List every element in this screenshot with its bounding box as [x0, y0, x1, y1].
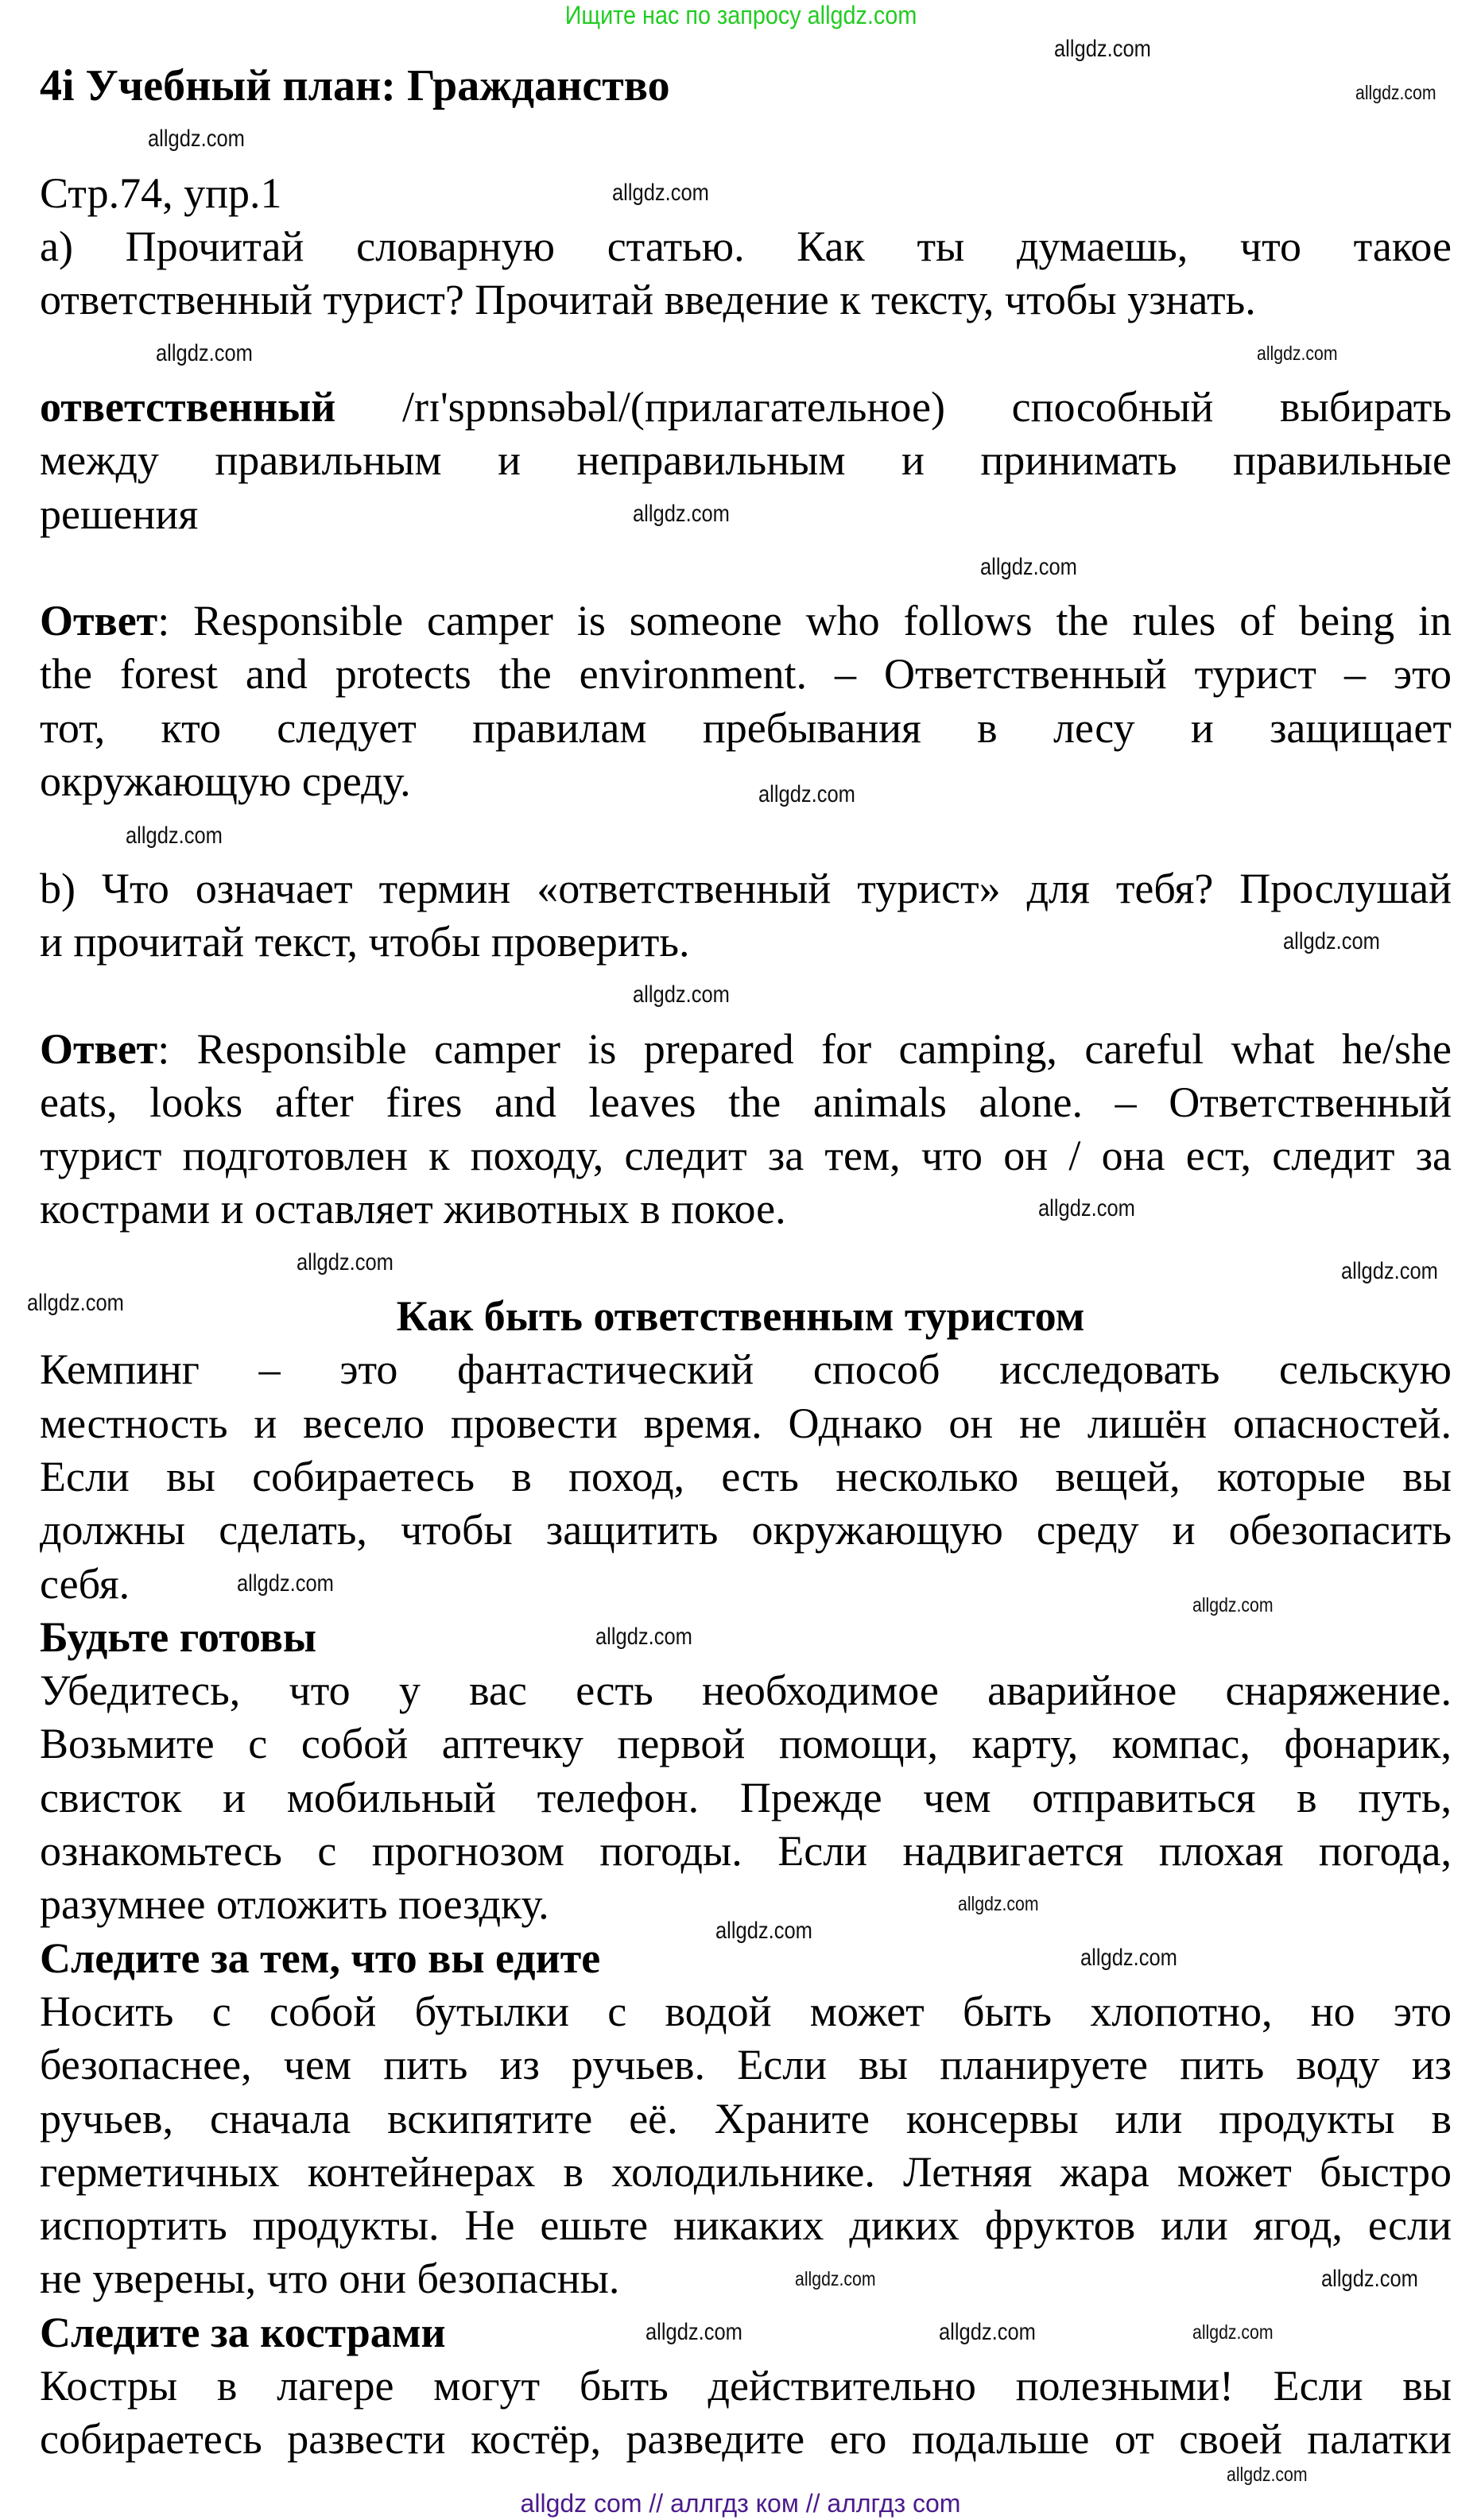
watermark: allgdz.com	[633, 981, 730, 1008]
watermark: allgdz.com	[758, 781, 855, 807]
watermark: allgdz.com	[148, 126, 245, 152]
watermark: allgdz.com	[1341, 1258, 1438, 1284]
text-line: не уверены, что они безопасны.	[40, 2255, 620, 2303]
text-line: безопаснее, чем пить из ручьев. Если вы планируете пить воду из	[40, 2041, 1452, 2089]
text-line: между правильным и неправильным и принимать правильные	[40, 436, 1452, 485]
text-line: а) Прочитай словарную статью. Как ты думаешь, что такое	[40, 223, 1452, 270]
watermark: allgdz.com	[1355, 82, 1436, 104]
section-heading: Как быть ответственным туристом	[396, 1292, 1085, 1340]
text-line: ответственный турист? Прочитай введение к тексту, чтобы узнать.	[40, 276, 1256, 324]
text-line: и прочитай текст, чтобы проверить.	[40, 917, 690, 966]
watermark: allgdz.com	[237, 1570, 334, 1597]
watermark: allgdz.com	[1054, 36, 1151, 62]
text-line: b) Что означает термин «ответственный турист» для тебя? Прослушай	[40, 864, 1452, 912]
watermark: allgdz.com	[795, 2268, 876, 2290]
watermark: allgdz.com	[715, 1918, 812, 1944]
text-line	[40, 382, 1452, 432]
watermark: allgdz.com	[1192, 2321, 1274, 2344]
section-heading: Следите за кострами	[40, 2308, 446, 2356]
text-line: себя.	[40, 1559, 130, 1608]
bold-term: Ответ	[40, 597, 158, 645]
watermark: allgdz.com	[633, 501, 730, 527]
text-line: ручьев, сначала вскипятите её. Храните консервы или продукты в	[40, 2094, 1452, 2143]
text-line: Костры в лагере могут быть действительно полезными! Если вы	[40, 2362, 1452, 2410]
text-line: Носить с собой бутылки с водой может быть хлопотно, но это	[40, 1987, 1452, 2035]
page-title: 4i Учебный план: Гражданство	[40, 61, 670, 111]
text-line: окружающую среду.	[40, 757, 411, 805]
text-line: Убедитесь, что у вас есть необходимое аварийное снаряжение.	[40, 1666, 1452, 1715]
watermark: allgdz.com	[980, 554, 1077, 580]
text-line: должны сделать, чтобы защитить окружающую среду и обезопасить	[40, 1506, 1452, 1554]
text-line: решения	[40, 490, 199, 538]
text-line: Возьмите с собой аптечку первой помощи, карту, компас, фонарик,	[40, 1720, 1452, 1768]
search-banner: Ищите нас по запросу allgdz.com	[564, 1, 917, 29]
watermark: allgdz.com	[1283, 928, 1380, 954]
text-line: Стр.74, упр.1	[40, 168, 282, 217]
text-line: свисток и мобильный телефон. Прежде чем отправиться в путь,	[40, 1773, 1452, 1821]
text-line: Если вы собираетесь в поход, есть несколько вещей, которые вы	[40, 1452, 1452, 1500]
watermark: allgdz.com	[1227, 2464, 1308, 2486]
watermark: allgdz.com	[1192, 1594, 1274, 1616]
text-line: разумнее отложить поездку.	[40, 1880, 549, 1929]
watermark: allgdz.com	[1321, 2266, 1418, 2292]
text-line	[40, 596, 1452, 645]
text-line: Кемпинг – это фантастический способ исследовать сельскую	[40, 1345, 1452, 1394]
line-text: : Responsible camper is prepared for camping, careful what he/she	[157, 1024, 1452, 1073]
text-line: тот, кто следует правилам пребывания в лесу и защищает	[40, 703, 1452, 752]
text-line: eats, looks after fires and leaves the animals alone. – Ответственный	[40, 1078, 1452, 1126]
line-text: /rɪ'spɒnsəbəl/(прилагательное) способный выбирать	[335, 382, 1452, 431]
watermark: allgdz.com	[1257, 343, 1338, 365]
watermark: allgdz.com	[595, 1624, 692, 1650]
text-line: герметичных контейнерах в холодильнике. Летняя жара может быстро	[40, 2147, 1452, 2196]
text-line: испортить продукты. Не ешьте никаких диких фруктов или ягод, если	[40, 2201, 1452, 2250]
bold-term: Ответ	[40, 1024, 158, 1073]
watermark: allgdz.com	[1038, 1195, 1135, 1221]
text-line: ознакомьтесь с прогнозом погоды. Если надвигается плохая погода,	[40, 1827, 1452, 1875]
watermark: allgdz.com	[646, 2319, 742, 2345]
watermark: allgdz.com	[126, 823, 223, 849]
watermark: allgdz.com	[27, 1290, 124, 1316]
watermark: allgdz.com	[958, 1893, 1039, 1915]
footer-links[interactable]: allgdz com // аллгдз ком // аллгдз com	[520, 2489, 961, 2518]
watermark: allgdz.com	[939, 2319, 1036, 2345]
watermark: allgdz.com	[297, 1249, 394, 1275]
text-line	[40, 1024, 1452, 1074]
watermark: allgdz.com	[612, 180, 709, 206]
text-line: кострами и оставляет животных в покое.	[40, 1185, 786, 1233]
text-line: the forest and protects the environment. – Ответственный турист – это	[40, 650, 1452, 699]
text-line: собираетесь развести костёр, разведите его подальше от своей палатки	[40, 2415, 1452, 2464]
watermark: allgdz.com	[156, 340, 253, 366]
text-line: турист подготовлен к походу, следит за тем, что он / она ест, следит за	[40, 1132, 1452, 1180]
bold-term: ответственный	[40, 382, 336, 431]
line-text: : Responsible camper is someone who follows the rules of being in	[157, 597, 1452, 645]
section-heading: Следите за тем, что вы едите	[40, 1934, 601, 1982]
watermark: allgdz.com	[1080, 1945, 1177, 1971]
text-line: местность и весело провести время. Однако он не лишён опасностей.	[40, 1399, 1452, 1447]
section-heading: Будьте готовы	[40, 1612, 317, 1661]
